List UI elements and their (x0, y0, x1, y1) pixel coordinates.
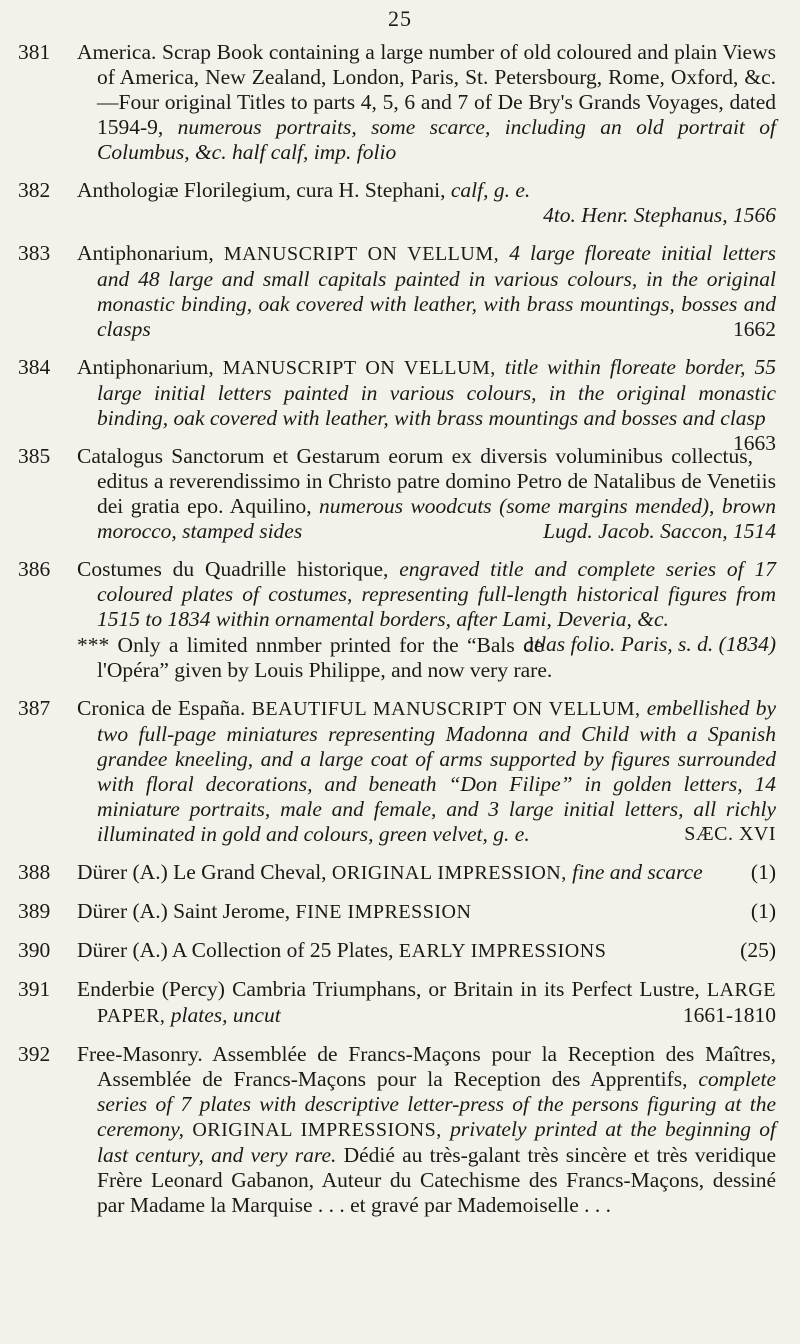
lot-390 (0, 938, 800, 964)
lot-italic-2: privately printed at the beginning of last century, and very rare. (97, 1117, 777, 1167)
lot-description (77, 977, 776, 1029)
lot-number: 387 (18, 696, 51, 720)
lot-italic: complete series of 7 plates with descriptive letter-press of the persons figuring at the ceremony, (97, 1067, 776, 1141)
lot-number: 391 (18, 977, 51, 1001)
lot-description (77, 241, 776, 342)
lot-heading: Catalogus Sanctorum et Gestarum eorum ex diversis voluminibus collectus, editus a reverendissimo in Christo patre domino Petro de Natalibus de Venetiis dei gratia epo. Aquilino, (77, 444, 776, 518)
lot-heading: Dürer (A.) A Collection of 25 Plates, (77, 938, 394, 962)
lot-text: Scrap Book containing a large number of old coloured and plain Views of America, New Zealand, London, Paris, St. Petersbourg, Rome, Oxford, &c.—Four original Titles to parts 4, 5, 6 and 7 of De Bry's Grands Voyages, dated 1594-9, (97, 40, 776, 139)
lot-date: 1663 (733, 431, 776, 455)
lot-heading: Dürer (A.) Saint Jerome, (77, 899, 291, 923)
lot-italic: title within floreate border, 55 large initial letters painted in various colours, in the original monastic binding, oak covered with leather, with brass mountings and bosses and clasp (97, 355, 777, 430)
lot-heading: Enderbie (Percy) Cambria Triumphans, or Britain in its Perfect Lustre, (77, 977, 700, 1001)
lot-number: 388 (18, 860, 51, 884)
lot-italic: embellished by two full-page miniatures representing Madonna and Child with a Spanish grandee kneeling, and a large coat of arms supported by figures surrounded with floral decorations, and beneath “Don Filipe” in golden letters, 14 miniature portraits, male and female, and 3 large initial letters, all richly illuminated in gold and colours, green velvet, g. e. (97, 696, 777, 846)
lot-383 (0, 241, 800, 342)
lot-382 (0, 178, 800, 228)
lot-number: 382 (18, 178, 51, 202)
lot-heading: Dürer (A.) Le Grand Cheval, (77, 860, 327, 884)
lot-date: SÆC. XVI (684, 823, 776, 845)
lot-386 (0, 557, 800, 683)
lot-381 (0, 40, 800, 165)
lot-391 (0, 977, 800, 1029)
lot-date: (1) (750, 899, 776, 923)
lot-note: *** Only a limited nnmber printed for the “Bals de l'Opéra” given by Louis Philippe, and now very rare. (77, 633, 553, 682)
lot-caps: MANUSCRIPT ON VELLUM, (222, 357, 496, 379)
lot-387 (0, 696, 800, 847)
lot-385 (0, 444, 800, 544)
lot-caps: BEAUTIFUL MANUSCRIPT ON VELLUM, (251, 698, 641, 720)
lot-description (77, 355, 777, 455)
lot-heading: Antiphonarium, (77, 241, 214, 265)
catalogue-list (0, 40, 800, 1231)
lot-description (77, 938, 776, 964)
lot-description (77, 178, 776, 228)
lot-description (77, 444, 776, 544)
lot-number: 386 (18, 557, 51, 581)
lot-imprint: atlas folio. Paris, s. d. (1834) (523, 632, 776, 656)
lot-imprint: Lugd. Jacob. Saccon, 1514 (543, 519, 776, 543)
lot-imprint: 4to. Henr. Stephanus, 1566 (543, 203, 776, 227)
lot-caps: MANUSCRIPT ON VELLUM, (223, 243, 500, 265)
lot-date: 1661-1810 (682, 1003, 776, 1027)
lot-392 (0, 1042, 800, 1218)
lot-389 (0, 899, 800, 925)
lot-heading: Cronica de España. (77, 696, 246, 720)
lot-number: 392 (18, 1042, 51, 1066)
lot-italic: fine and scarce (572, 860, 703, 884)
lot-date: (25) (740, 938, 776, 962)
lot-number: 390 (18, 938, 51, 962)
lot-italic: calf, g. e. (450, 178, 531, 202)
lot-heading: America. (77, 40, 157, 64)
lot-number: 381 (18, 40, 51, 64)
lot-date: 1662 (733, 317, 776, 341)
lot-heading: Costumes du Quadrille historique, (77, 557, 389, 581)
lot-italic: plates, uncut (170, 1003, 281, 1027)
lot-italic: 4 large floreate initial letters and 48 large and small capitals painted in various colours, in the original monastic binding, oak covered with leather, with brass mountings, bosses and clasps (97, 241, 777, 341)
lot-number: 389 (18, 899, 51, 923)
lot-heading: Anthologiæ Florilegium, cura H. Stephani, (77, 178, 446, 202)
lot-caps: LARGE PAPER, (97, 979, 777, 1027)
lot-description (77, 860, 776, 886)
lot-caps: EARLY IMPRESSIONS (398, 940, 607, 962)
lot-italic: numerous woodcuts (some margins mended), brown morocco, stamped sides (97, 494, 777, 543)
lot-heading: Antiphonarium, (77, 355, 214, 379)
lot-description (77, 557, 776, 683)
lot-caps: ORIGINAL IMPRESSION, (331, 862, 567, 884)
lot-caps: FINE IMPRESSION (295, 901, 472, 923)
lot-italic: numerous portraits, some scarce, including an old portrait of Columbus, &c. half calf, imp. folio (97, 115, 776, 164)
lot-description (77, 40, 776, 165)
lot-date: (1) (750, 860, 776, 884)
lot-heading: Free-Masonry. Assemblée de Francs-Maçons pour la Reception des Maîtres, Assemblée de Francs-Maçons pour la Reception des Apprentifs, (77, 1042, 776, 1091)
lot-italic: engraved title and complete series of 17 coloured plates of costumes, representing full-length historical figures from 1515 to 1834 within ornamental borders, after Lami, Deveria, &c. (97, 557, 777, 631)
lot-description (77, 696, 776, 847)
lot-description (77, 1042, 776, 1218)
lot-number: 385 (18, 444, 51, 468)
lot-number: 383 (18, 241, 51, 265)
lot-388 (0, 860, 800, 886)
page-number: 25 (388, 6, 412, 31)
lot-384 (0, 355, 800, 455)
lot-caps: ORIGINAL IMPRESSIONS, (192, 1119, 442, 1141)
lot-description (77, 899, 776, 925)
lot-text: Dédié au très-galant très sincère et très veridique Frère Leonard Gabanon, Auteur du Catechisme des Francs-Maçons, dessiné par Madame la Marquise . . . et gravé par Mademoiselle . . . (97, 1143, 776, 1217)
lot-number: 384 (18, 355, 51, 379)
